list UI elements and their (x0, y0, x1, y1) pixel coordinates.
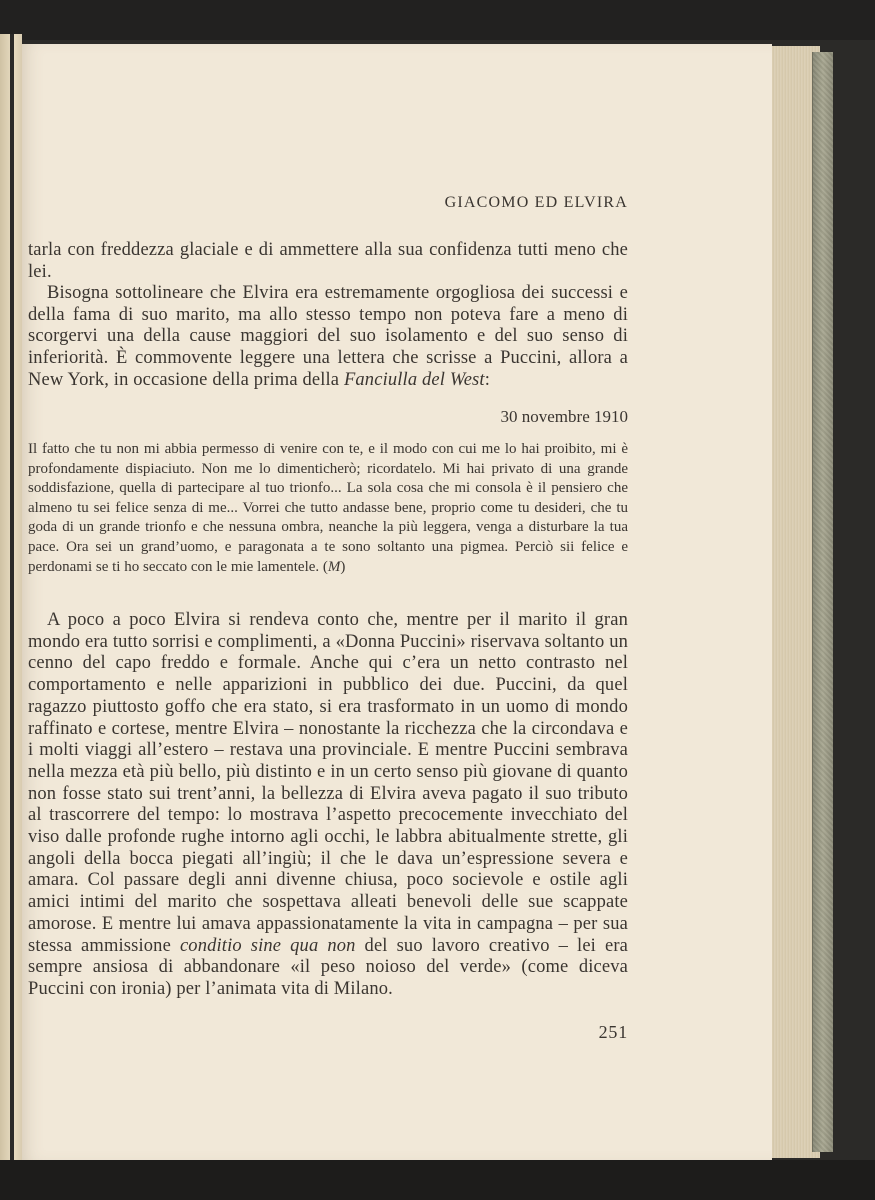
paragraph-3-text: A poco a poco Elvira si rendeva conto che, mentre per il marito il gran mondo era tutto sorrisi e complimenti, a «Donna Puccini» riservava soltanto un cenno del capo freddo e formale. Anche qui c’era un netto contrasto nel comportamento e nelle apparizioni in pubblico dei due. Puccini, da quel ragazzo piuttosto goffo che era stato, si era trasformato in un uomo di mondo raffinato e cortese, mentre Elvira – nonostante la ricchezza che la circondava e i molti viaggi all’estero – restava una provinciale. E mentre Puccini sembrava nella mezza età più bello, più distinto e in un certo senso più giovane di quanto non fosse stato sui trent’anni, la bellezza di Elvira aveva pagato il suo tributo al trascorrere del tempo: lo mostrava l’aspetto precocemente invecchiato del viso dalle profonde rughe intorno agli occhi, le labbra abitualmente strette, gli angoli della bocca piegati all’ingiù; il che le dava un’espressione severa e amara. Col passare degli anni divenne chiusa, poco socievole e ostile agli amici intimi del marito che sospettava alleati benevoli delle sue scappate amorose. E mentre lui amava appassionatamente la vita in campagna – per sua stessa ammissione (28, 610, 628, 956)
letter-text: Il fatto che tu non mi abbia permesso di venire con te, e il modo con cui me lo hai proibito, mi è profondamente dispiaciuto. Non me lo dimenticherò; ricordatelo. Mi hai privato di una grande soddisfazione, quella di partecipare al tuo trionfo... La sola cosa che mi consola è il pensiero che almeno tu sei felice senza di me... Vorrei che tutto andasse bene, proprio come tu desideri, che tu goda di un grande trionfo e che nessuna ombra, neanche la più leggera, venga a disturbare la tua pace. Ora sei un grand’uomo, e paragonata a te sono soltanto una pigmea. Perciò sii felice e perdonami se ti ho seccato con le mie lamentele. ( (28, 441, 628, 575)
paragraph-3-latin: conditio sine qua non (179, 935, 356, 956)
paragraph-2 (28, 283, 628, 391)
running-head: GIACOMO ED ELVIRA (444, 194, 628, 211)
book-cover-cloth (812, 52, 833, 1152)
scan-background-top (0, 0, 875, 40)
paragraph-3 (28, 610, 628, 1001)
paragraph-2-end: : (484, 369, 490, 390)
letter-signature: M (327, 558, 341, 575)
page-number: 251 (598, 1022, 628, 1042)
scan-background-bottom (0, 1160, 875, 1200)
paragraph-2-text: Bisogna sottolineare che Elvira era estremamente orgogliosa dei successi e della fama di suo marito, ma allo stesso tempo non poteva fare a meno di scorgervi una della cause maggiori del suo isolamento e del suo senso di inferiorità. È commovente leggere una lettera che scrisse a Puccini, allora a New York, in occasione della prima della (28, 283, 628, 390)
book-gutter (10, 34, 14, 1164)
letter-close: ) (340, 558, 346, 575)
body-text-bottom (28, 610, 628, 1001)
paragraph-2-title: Fanciulla del West (343, 369, 485, 390)
paragraph-1: tarla con freddezza glaciale e di ammettere alla sua confidenza tutti meno che lei. (28, 240, 628, 282)
letter-quote (28, 440, 628, 577)
body-text-top (28, 240, 628, 391)
letter-date: 30 novembre 1910 (500, 407, 628, 426)
paragraph-3-end: del suo lavoro creativo – lei era sempre ansiosa di abbandonare «il peso noioso del verde» (come diceva Puccini con ironia) per l’animata vita di Milano. (28, 935, 628, 999)
letter-paragraph (28, 440, 628, 577)
